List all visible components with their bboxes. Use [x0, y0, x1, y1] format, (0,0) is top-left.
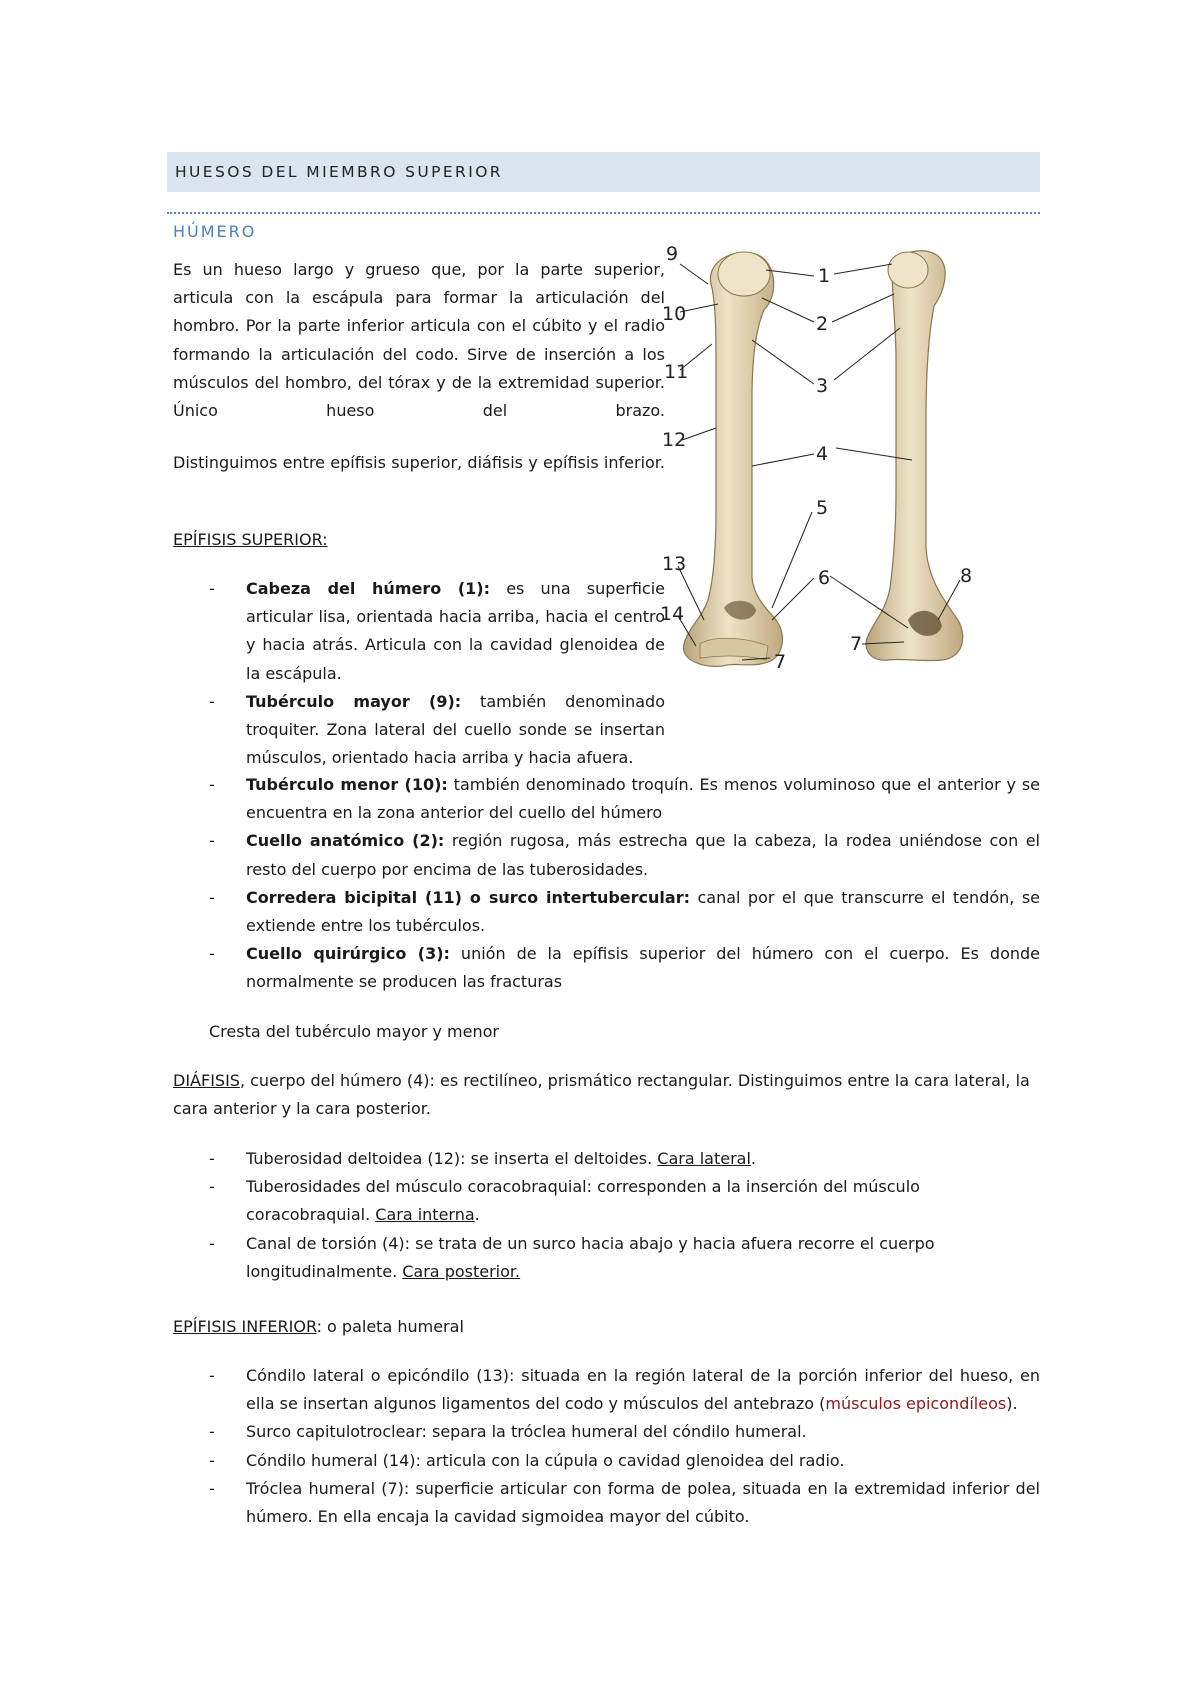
- epifisis-superior-heading: [173, 526, 328, 554]
- diafisis-intro: , cuerpo del húmero (4): es rectilíneo, prismático rectangular. Distinguimos entre la cara lateral, la cara anterior y la cara posterior.: [173, 1071, 1030, 1119]
- list-item: [173, 884, 1040, 940]
- item-tail: .: [750, 1149, 756, 1168]
- item-tail: .: [474, 1205, 480, 1225]
- item-term: Cuello anatómico (2):: [246, 831, 445, 851]
- item-text: Canal de torsión (4): se trata de un surco hacia abajo y hacia afuera recorre el cuerpo longitudinalmente.: [246, 1233, 935, 1281]
- item-text: canal por el que transcurre el tendón, se extiende entre los tubérculos.: [246, 887, 1041, 936]
- item-term: Cabeza del húmero (1):: [246, 579, 491, 598]
- label-2: 2: [816, 313, 829, 335]
- list-item: [173, 1173, 1040, 1229]
- humerus-anterior-view: [684, 252, 783, 666]
- epifisis-superior-heading-text: EPÍFISIS SUPERIOR:: [173, 530, 328, 549]
- item-text: Cóndilo humeral (14): articula con la cúpula o cavidad glenoidea del radio.: [246, 1450, 845, 1470]
- label-14: 14: [660, 603, 685, 625]
- list-item: [173, 1475, 1040, 1531]
- epifisis-inferior-list: [173, 1362, 1040, 1531]
- title-divider: [167, 212, 1040, 214]
- item-face: Cara lateral: [657, 1149, 751, 1168]
- item-text: Tróclea humeral (7): superficie articular con forma de polea, situada en la extremidad inferior del húmero. En ella encaja la cavidad sigmoidea mayor del cúbito.: [246, 1478, 1040, 1527]
- intro-paragraph-2: Distinguimos entre epífisis superior, diáfisis y epífisis inferior.: [173, 453, 665, 472]
- item-tail: ).: [1006, 1394, 1018, 1414]
- label-8: 8: [960, 565, 973, 587]
- list-item: [173, 1418, 1040, 1446]
- item-text: Tuberosidad deltoidea (12): se inserta el deltoides.: [246, 1149, 658, 1168]
- label-4: 4: [816, 443, 829, 465]
- label-6: 6: [818, 567, 831, 589]
- label-12: 12: [662, 429, 687, 451]
- item-term: Tubérculo mayor (9):: [246, 691, 462, 711]
- label-7-posterior: 7: [850, 633, 863, 655]
- label-7-anterior: 7: [774, 651, 787, 673]
- humerus-figure: [660, 243, 1040, 726]
- item-text: es una superficie articular lisa, orientada hacia arriba, hacia el centro y hacia atrás. Articula con la cavidad glenoidea de la escápula.: [246, 579, 666, 683]
- item-term: Cuello quirúrgico (3):: [246, 944, 450, 964]
- label-9: 9: [666, 243, 679, 265]
- item-face: Cara posterior.: [402, 1261, 521, 1281]
- list-item: [173, 575, 665, 688]
- item-text: región rugosa, más estrecha que la cabeza, la rodea uniéndose con el resto del cuerpo por encima de las tuberosidades.: [246, 831, 1041, 879]
- label-13: 13: [662, 553, 687, 575]
- label-5: 5: [816, 497, 829, 519]
- list-item: [173, 1447, 1040, 1475]
- item-text: Cóndilo lateral o epicóndilo (13): situada en la región lateral de la porción inferior del hueso, en ella se insertan algunos ligamentos del codo y músculos del antebrazo (: [246, 1366, 1040, 1414]
- intro-paragraph-1: Es un hueso largo y grueso que, por la parte superior, articula con la escápula para formar la articulación del hombro. Por la parte inferior articula con el cúbito y el radio formando la articulación del codo. Sirve de inserción a los músculos del hombro, del tórax y de la extremidad superior. Único hueso del brazo.: [173, 260, 665, 421]
- diafisis-heading: DIÁFISIS: [173, 1071, 240, 1090]
- label-10: 10: [662, 303, 687, 325]
- diafisis-paragraph: [173, 1067, 1040, 1123]
- item-term: Tubérculo menor (10):: [246, 775, 448, 794]
- label-3: 3: [816, 375, 829, 397]
- item-face: Cara interna: [375, 1205, 475, 1225]
- epifisis-inferior-heading-rest: : o paleta humeral: [316, 1317, 464, 1336]
- list-item: [173, 940, 1040, 996]
- item-text: también denominado troquín. Es menos voluminoso que el anterior y se encuentra en la zona anterior del cuello del húmero: [246, 775, 1040, 823]
- epifisis-inferior-heading-line: [173, 1313, 464, 1341]
- epifisis-superior-list-wide: [173, 771, 1040, 997]
- item-text: también denominado troquiter. Zona lateral del cuello sonde se insertan músculos, orientado hacia arriba y hacia afuera.: [246, 691, 665, 768]
- page-title: HUESOS DEL MIEMBRO SUPERIOR: [167, 152, 1040, 192]
- list-item: [173, 1145, 1040, 1173]
- list-item: [173, 827, 1040, 883]
- item-text: unión de la epífisis superior del húmero con el cuerpo. Es donde normalmente se producen las fracturas: [246, 944, 1040, 992]
- list-item: [173, 771, 1040, 827]
- epifisis-superior-note: Cresta del tubérculo mayor y menor: [209, 1022, 499, 1041]
- list-item: [173, 1362, 1040, 1418]
- item-highlight: músculos epicondíleos: [825, 1394, 1007, 1414]
- item-text: Surco capitulotroclear: separa la tróclea humeral del cóndilo humeral.: [246, 1422, 807, 1442]
- section-title: HÚMERO: [173, 222, 257, 241]
- epifisis-inferior-heading: EPÍFISIS INFERIOR: [173, 1317, 317, 1336]
- diafisis-list: [173, 1145, 1040, 1286]
- label-1: 1: [818, 265, 831, 287]
- item-text: Tuberosidades del músculo coracobraquial: corresponden a la inserción del músculo coracobraquial.: [246, 1177, 920, 1225]
- list-item: [173, 688, 665, 773]
- label-11: 11: [664, 361, 689, 383]
- item-term: Corredera bicipital (11) o surco intertubercular:: [246, 887, 690, 907]
- epifisis-superior-list-narrow: [173, 575, 665, 772]
- humerus-posterior-view: [866, 251, 963, 661]
- list-item: [173, 1230, 1040, 1286]
